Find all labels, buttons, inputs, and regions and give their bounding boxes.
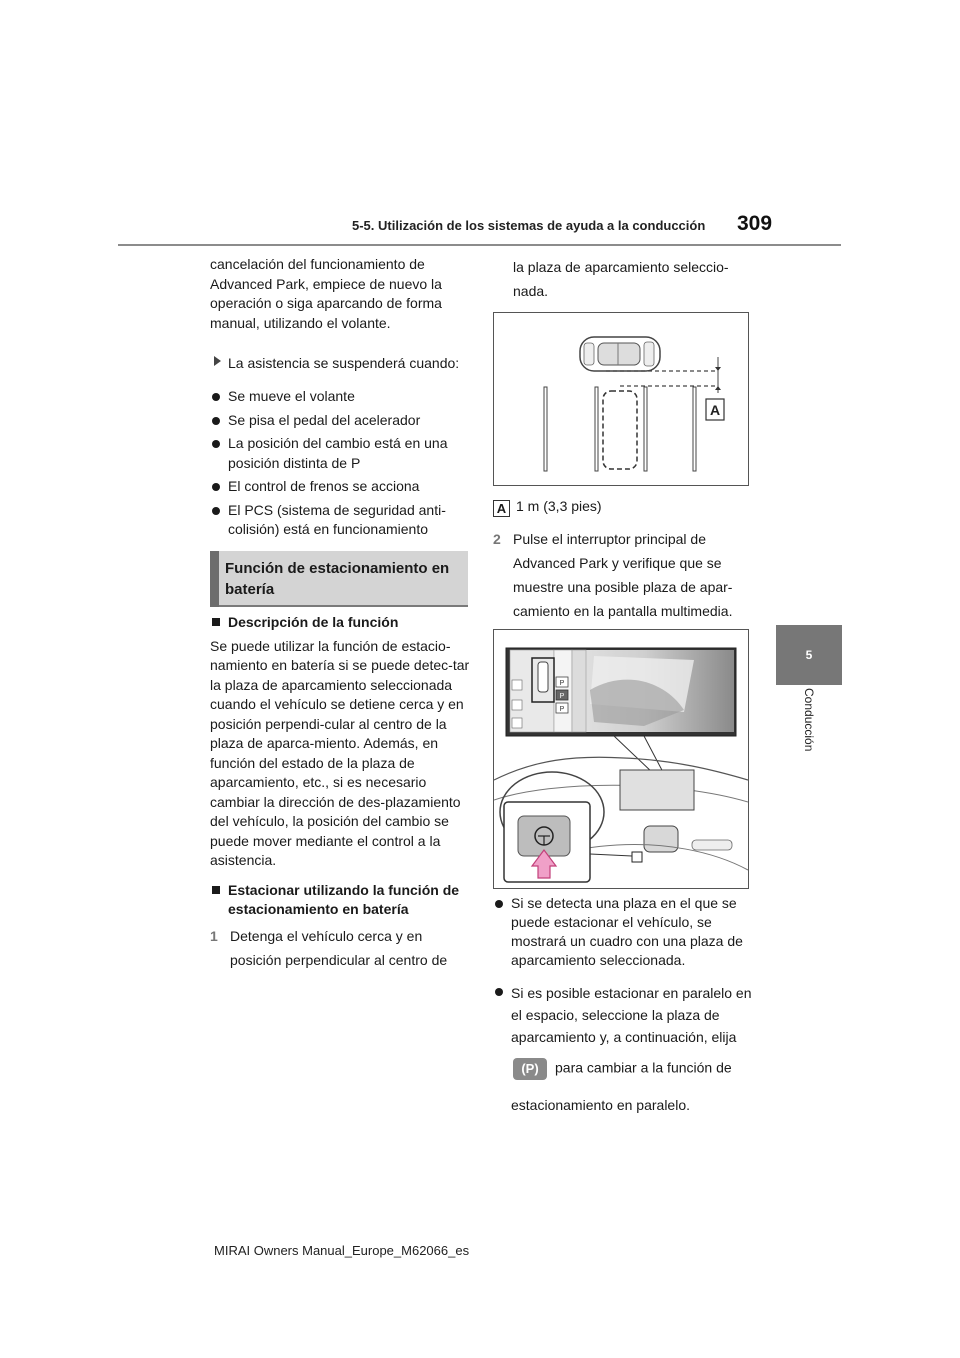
legend-text: 1 m (3,3 pies) — [516, 498, 602, 514]
bullet-item: Si es posible estacionar en paralelo en el espacio, seleccione la plaza de aparcamiento y, a continuación, elija — [493, 982, 757, 1048]
parking-line — [595, 387, 598, 471]
page-number: 309 — [737, 212, 773, 235]
parking-line — [544, 387, 547, 471]
bullet-item-continued — [493, 1058, 757, 1080]
bullet-item-end: estacionamiento en paralelo. — [511, 1097, 691, 1113]
footer: MIRAI Owners Manual_Europe_M62066_es — [214, 1243, 470, 1258]
step-number: 2 — [493, 531, 501, 547]
chapter-label: Conducción — [802, 688, 816, 752]
description-text: Se puede utilizar la función de estacio-namiento en batería si se puede detec-tar la plaza de aparcamiento seleccionada cuando el vehículo se detiene cerca y en posición perpendi-cular al centro de la plaza de aparca-miento. Además, en función del estado de la plaza de aparcamiento, etc., si es necesario cambiar la dirección de des-plazamiento del vehículo, la posición del cambio se puede mover mediante el control a la asistencia. — [210, 637, 470, 868]
label-a: A — [709, 402, 721, 418]
section-title-box — [210, 551, 468, 607]
section-title-bar — [210, 551, 219, 607]
dashboard-illustration-svg — [494, 630, 748, 888]
intro-paragraph: cancelación del funcionamiento de Advanced Park, empiece de nuevo la operación o siga aparcando de forma manual, utilizando el volante. — [210, 256, 442, 331]
condition-item: Se mueve el volante — [210, 387, 472, 407]
legend-tag: A — [493, 500, 510, 517]
section-header: 5-5. Utilización de los sistemas de ayuda a la conducción — [352, 218, 706, 233]
dimension-arrow — [715, 367, 721, 371]
step-number: 1 — [210, 927, 218, 944]
chapter-tab[interactable]: 5 — [776, 625, 842, 685]
section-title: Función de estacionamiento en batería — [225, 560, 450, 598]
step-text: Pulse el interruptor principal de Advanced Park y verifique que se muestre una posible plaza de apar-camiento en la pantalla multimedia. — [513, 531, 733, 619]
callout-line — [644, 736, 664, 774]
parallel-park-button[interactable]: (P) — [513, 1058, 547, 1080]
step-text: Detenga el vehículo cerca y en posición perpendicular al centro de — [230, 927, 448, 968]
condition-item: Se pisa el pedal del acelerador — [210, 411, 472, 431]
condition-item: La posición del cambio está en una posición distinta de P — [210, 434, 472, 473]
bullet-item: Si se detecta una plaza en el que se puede estacionar el vehículo, se mostrará un cuadro con una plaza de aparcamiento seleccionada. — [493, 894, 757, 970]
parking-line — [693, 387, 696, 471]
selected-slot — [603, 391, 637, 469]
header-rule — [118, 244, 841, 246]
left-column-lower — [210, 613, 472, 972]
step-1-continued: la plaza de aparcamiento seleccio-nada. — [513, 259, 729, 299]
multimedia-screen — [506, 648, 736, 736]
right-bullets — [493, 894, 757, 1115]
car-icon — [580, 337, 660, 371]
step-1 — [210, 924, 472, 972]
left-column — [210, 255, 472, 540]
p-marker: P — [559, 706, 565, 713]
parking-diagram-svg — [494, 313, 748, 485]
suspend-label: La asistencia se suspenderá cuando: — [210, 351, 472, 375]
bullet-text: para cambiar a la función de — [555, 1059, 732, 1076]
park-heading: Estacionar utilizando la función de estacionamiento en batería — [210, 881, 472, 920]
step-2 — [493, 527, 757, 623]
description-heading: Descripción de la función — [210, 613, 472, 633]
condition-item: El control de frenos se acciona — [210, 477, 472, 497]
p-marker: P — [559, 693, 565, 700]
advanced-park-switch-inset — [504, 802, 590, 882]
parking-diagram — [493, 312, 749, 486]
parking-line — [644, 387, 647, 471]
dashboard-illustration — [493, 629, 749, 889]
callout-line — [614, 736, 654, 774]
dimension-arrow — [715, 386, 721, 390]
condition-item: El PCS (sistema de seguridad anti-colisión) está en funcionamiento — [210, 501, 472, 540]
legend — [493, 498, 602, 517]
p-marker: P — [559, 680, 565, 687]
